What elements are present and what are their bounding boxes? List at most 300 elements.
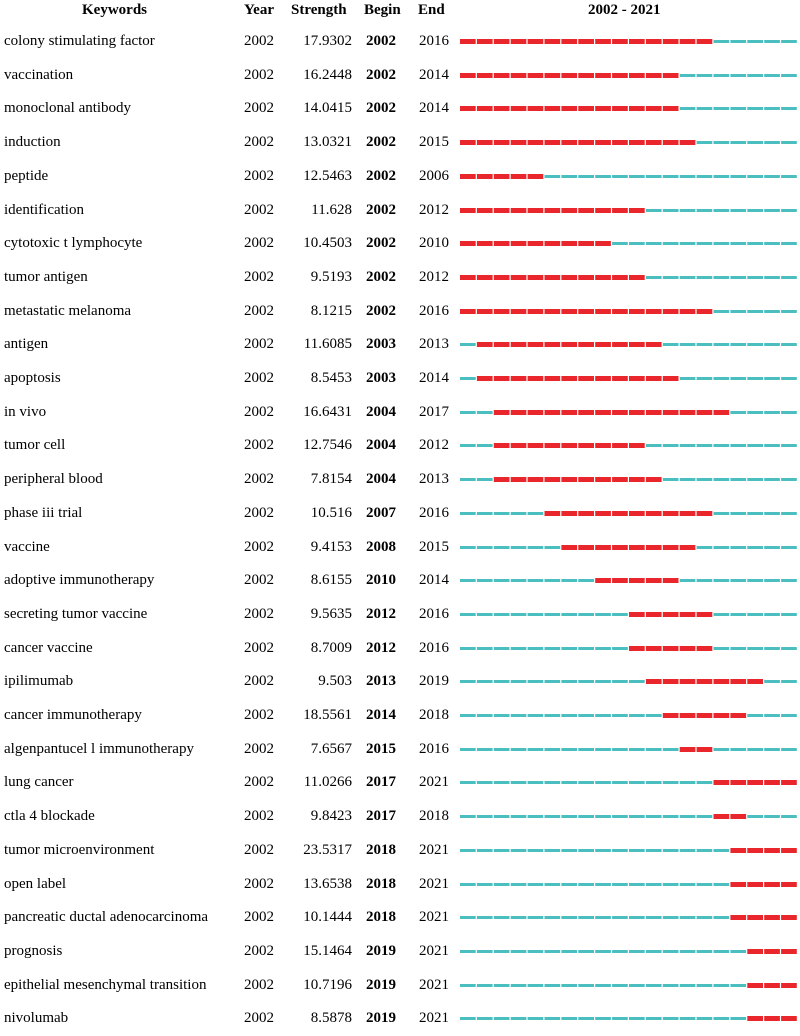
keyword-label: ctla 4 blockade xyxy=(4,808,95,825)
year-value: 2002 xyxy=(244,673,274,690)
burst-segment xyxy=(646,612,662,617)
table-row xyxy=(0,598,800,632)
baseline-segment xyxy=(477,1017,493,1020)
burst-timeline xyxy=(460,812,800,822)
baseline-segment xyxy=(730,377,746,380)
keyword-label: tumor microenvironment xyxy=(4,841,155,858)
keyword-label: algenpantucel l immunotherapy xyxy=(4,740,194,757)
strength-value: 15.1464 xyxy=(303,942,352,959)
year-value: 2002 xyxy=(244,302,274,319)
baseline-segment xyxy=(629,883,645,886)
baseline-segment xyxy=(781,377,797,380)
baseline-segment xyxy=(714,1017,730,1020)
baseline-segment xyxy=(714,748,730,751)
burst-timeline xyxy=(460,37,800,47)
begin-value: 2013 xyxy=(366,673,396,690)
burst-segment xyxy=(511,241,527,246)
year-value: 2002 xyxy=(244,639,274,656)
baseline-segment xyxy=(460,748,476,751)
baseline-segment xyxy=(629,714,645,717)
burst-segment xyxy=(460,140,476,145)
baseline-segment xyxy=(697,1017,713,1020)
baseline-segment xyxy=(680,276,696,279)
burst-segment xyxy=(714,410,730,415)
burst-segment xyxy=(595,275,611,280)
burst-segment xyxy=(680,679,696,684)
burst-segment xyxy=(561,73,577,78)
burst-segment xyxy=(477,106,493,111)
keyword-label: apoptosis xyxy=(4,370,61,386)
keyword-label: pancreatic ductal adenocarcinoma xyxy=(4,909,209,926)
burst-segment xyxy=(663,713,679,718)
baseline-segment xyxy=(545,1017,561,1020)
burst-segment xyxy=(511,309,527,314)
begin-value: 2002 xyxy=(366,235,396,252)
baseline-segment xyxy=(460,916,476,919)
baseline-segment xyxy=(747,478,763,481)
strength-value: 11.0266 xyxy=(303,774,352,791)
burst-segment xyxy=(494,477,510,482)
burst-segment xyxy=(730,679,746,684)
baseline-segment xyxy=(612,748,628,751)
baseline-segment xyxy=(697,984,713,987)
burst-segment xyxy=(764,1016,780,1021)
burst-timeline xyxy=(460,778,800,788)
strength-value: 11.628 xyxy=(311,201,352,218)
burst-segment xyxy=(578,106,594,111)
baseline-segment xyxy=(764,478,780,481)
burst-segment xyxy=(494,376,510,381)
baseline-segment xyxy=(680,579,696,582)
begin-value: 2018 xyxy=(366,875,396,892)
baseline-segment xyxy=(545,680,561,683)
baseline-segment xyxy=(663,276,679,279)
burst-segment xyxy=(511,342,527,347)
baseline-segment xyxy=(460,478,476,481)
burst-segment xyxy=(663,106,679,111)
burst-segment xyxy=(477,140,493,145)
baseline-segment xyxy=(714,276,730,279)
burst-segment xyxy=(494,174,510,179)
baseline-segment xyxy=(781,141,797,144)
baseline-segment xyxy=(764,310,780,313)
burst-segment xyxy=(511,39,527,44)
strength-value: 7.6567 xyxy=(310,740,352,757)
begin-value: 2015 xyxy=(366,740,396,757)
table-row xyxy=(0,497,800,531)
burst-segment xyxy=(612,106,628,111)
baseline-segment xyxy=(663,209,679,212)
baseline-segment xyxy=(561,883,577,886)
table-row xyxy=(0,429,800,463)
strength-value: 16.6431 xyxy=(303,403,352,420)
baseline-segment xyxy=(781,343,797,346)
burst-segment xyxy=(561,309,577,314)
baseline-segment xyxy=(561,613,577,616)
baseline-segment xyxy=(764,242,780,245)
keyword-label: adoptive immunotherapy xyxy=(4,572,155,589)
burst-segment xyxy=(612,275,628,280)
burst-timeline xyxy=(460,475,800,485)
burst-timeline xyxy=(460,340,800,350)
baseline-segment xyxy=(747,546,763,549)
strength-value: 14.0415 xyxy=(303,100,352,117)
burst-segment xyxy=(781,915,797,920)
strength-value: 10.7196 xyxy=(303,976,352,993)
baseline-segment xyxy=(764,714,780,717)
baseline-segment xyxy=(714,107,730,110)
year-value: 2002 xyxy=(244,1010,274,1027)
baseline-segment xyxy=(646,748,662,751)
baseline-segment xyxy=(747,579,763,582)
table-row xyxy=(0,59,800,93)
strength-value: 12.5463 xyxy=(303,167,352,184)
burst-segment xyxy=(578,376,594,381)
burst-segment xyxy=(781,949,797,954)
baseline-segment xyxy=(764,444,780,447)
burst-segment xyxy=(545,106,561,111)
baseline-segment xyxy=(714,310,730,313)
burst-segment xyxy=(528,376,544,381)
begin-value: 2002 xyxy=(366,100,396,117)
baseline-segment xyxy=(528,984,544,987)
baseline-segment xyxy=(595,849,611,852)
baseline-segment xyxy=(781,209,797,212)
burst-segment xyxy=(578,477,594,482)
baseline-segment xyxy=(511,613,527,616)
end-value: 2018 xyxy=(419,707,449,723)
baseline-segment xyxy=(477,815,493,818)
baseline-segment xyxy=(477,411,493,414)
baseline-segment xyxy=(714,916,730,919)
year-value: 2002 xyxy=(244,370,274,386)
baseline-segment xyxy=(646,849,662,852)
keyword-label: monoclonal antibody xyxy=(4,100,132,117)
burst-timeline xyxy=(460,947,800,957)
burst-segment xyxy=(781,1016,797,1021)
baseline-segment xyxy=(494,916,510,919)
end-value: 2021 xyxy=(419,774,449,791)
strength-value: 9.503 xyxy=(318,673,352,690)
burst-segment xyxy=(545,241,561,246)
begin-value: 2010 xyxy=(366,572,396,589)
burst-segment xyxy=(578,342,594,347)
keyword-label: phase iii trial xyxy=(4,504,83,521)
burst-segment xyxy=(612,208,628,213)
baseline-segment xyxy=(578,647,594,650)
baseline-segment xyxy=(511,546,527,549)
burst-timeline xyxy=(460,206,800,216)
burst-segment xyxy=(545,477,561,482)
baseline-segment xyxy=(697,781,713,784)
burst-segment xyxy=(528,140,544,145)
burst-segment xyxy=(460,208,476,213)
strength-value: 8.1215 xyxy=(310,302,352,319)
burst-segment xyxy=(663,679,679,684)
burst-segment xyxy=(663,140,679,145)
burst-timeline xyxy=(460,677,800,687)
end-value: 2016 xyxy=(419,639,449,656)
burst-segment xyxy=(612,342,628,347)
burst-segment xyxy=(494,410,510,415)
burst-timeline xyxy=(460,543,800,553)
keyword-label: vaccination xyxy=(4,66,74,83)
baseline-segment xyxy=(477,950,493,953)
baseline-segment xyxy=(747,74,763,77)
baseline-segment xyxy=(646,209,662,212)
burst-timeline xyxy=(460,307,800,317)
baseline-segment xyxy=(714,175,730,178)
baseline-segment xyxy=(764,647,780,650)
keyword-label: nivolumab xyxy=(4,1010,69,1027)
baseline-segment xyxy=(646,781,662,784)
header-end: End xyxy=(418,2,445,18)
baseline-segment xyxy=(714,74,730,77)
burst-segment xyxy=(629,73,645,78)
burst-segment xyxy=(680,410,696,415)
table-row xyxy=(0,733,800,767)
burst-segment xyxy=(578,309,594,314)
baseline-segment xyxy=(781,107,797,110)
baseline-segment xyxy=(545,849,561,852)
baseline-segment xyxy=(697,175,713,178)
baseline-segment xyxy=(764,343,780,346)
baseline-segment xyxy=(730,748,746,751)
baseline-segment xyxy=(528,613,544,616)
baseline-segment xyxy=(680,175,696,178)
burst-segment xyxy=(595,578,611,583)
burst-timeline xyxy=(460,610,800,620)
burst-segment xyxy=(714,814,730,819)
baseline-segment xyxy=(714,883,730,886)
baseline-segment xyxy=(578,613,594,616)
baseline-segment xyxy=(747,815,763,818)
baseline-segment xyxy=(578,950,594,953)
baseline-segment xyxy=(460,444,476,447)
burst-segment xyxy=(595,140,611,145)
burst-segment xyxy=(730,848,746,853)
begin-value: 2019 xyxy=(366,942,396,959)
burst-segment xyxy=(781,780,797,785)
begin-value: 2017 xyxy=(366,774,396,791)
baseline-segment xyxy=(680,1017,696,1020)
baseline-segment xyxy=(646,883,662,886)
baseline-segment xyxy=(730,444,746,447)
baseline-segment xyxy=(697,579,713,582)
baseline-segment xyxy=(578,175,594,178)
baseline-segment xyxy=(494,714,510,717)
baseline-segment xyxy=(612,242,628,245)
end-value: 2016 xyxy=(419,504,449,521)
baseline-segment xyxy=(781,714,797,717)
burst-segment xyxy=(781,983,797,988)
baseline-segment xyxy=(595,1017,611,1020)
baseline-segment xyxy=(697,849,713,852)
year-value: 2002 xyxy=(244,66,274,83)
keyword-label: tumor cell xyxy=(4,437,66,454)
burst-segment xyxy=(629,511,645,516)
end-value: 2015 xyxy=(419,134,449,151)
burst-segment xyxy=(494,106,510,111)
year-value: 2002 xyxy=(244,976,274,993)
begin-value: 2019 xyxy=(366,976,396,993)
baseline-segment xyxy=(595,984,611,987)
keyword-label: cytotoxic t lymphocyte xyxy=(4,235,143,252)
baseline-segment xyxy=(612,680,628,683)
baseline-segment xyxy=(680,377,696,380)
begin-value: 2012 xyxy=(366,639,396,656)
baseline-segment xyxy=(477,714,493,717)
burst-timeline xyxy=(460,441,800,451)
baseline-segment xyxy=(460,613,476,616)
baseline-segment xyxy=(460,512,476,515)
baseline-segment xyxy=(578,748,594,751)
end-value: 2012 xyxy=(419,437,449,454)
strength-value: 16.2448 xyxy=(303,66,352,83)
baseline-segment xyxy=(494,1017,510,1020)
baseline-segment xyxy=(747,613,763,616)
baseline-segment xyxy=(595,613,611,616)
baseline-segment xyxy=(477,883,493,886)
keyword-label: cancer immunotherapy xyxy=(4,707,142,723)
year-value: 2002 xyxy=(244,167,274,184)
burst-segment xyxy=(494,39,510,44)
strength-value: 13.0321 xyxy=(303,134,352,151)
baseline-segment xyxy=(460,1017,476,1020)
baseline-segment xyxy=(612,883,628,886)
burst-segment xyxy=(460,241,476,246)
year-value: 2002 xyxy=(244,403,274,420)
burst-segment xyxy=(697,410,713,415)
baseline-segment xyxy=(460,411,476,414)
strength-value: 17.9302 xyxy=(303,33,352,49)
burst-segment xyxy=(578,39,594,44)
baseline-segment xyxy=(730,1017,746,1020)
end-value: 2015 xyxy=(419,538,449,555)
baseline-segment xyxy=(747,343,763,346)
burst-segment xyxy=(561,241,577,246)
strength-value: 12.7546 xyxy=(303,437,352,454)
table-row xyxy=(0,328,800,362)
burst-timeline xyxy=(460,981,800,991)
burst-segment xyxy=(561,511,577,516)
strength-value: 11.6085 xyxy=(303,336,352,353)
baseline-segment xyxy=(730,950,746,953)
keyword-label: open label xyxy=(4,875,67,892)
baseline-segment xyxy=(680,107,696,110)
baseline-segment xyxy=(528,680,544,683)
keyword-label: peripheral blood xyxy=(4,471,103,488)
table-row xyxy=(0,766,800,800)
baseline-segment xyxy=(511,1017,527,1020)
baseline-segment xyxy=(460,343,476,346)
begin-value: 2008 xyxy=(366,538,396,555)
burst-segment xyxy=(612,578,628,583)
burst-segment xyxy=(578,208,594,213)
header-strength: Strength xyxy=(291,2,347,18)
burst-segment xyxy=(646,106,662,111)
table-row xyxy=(0,564,800,598)
burst-segment xyxy=(612,477,628,482)
year-value: 2002 xyxy=(244,707,274,723)
baseline-segment xyxy=(730,74,746,77)
baseline-segment xyxy=(697,546,713,549)
year-value: 2002 xyxy=(244,336,274,353)
keyword-label: epithelial mesenchymal transition xyxy=(4,976,207,993)
baseline-segment xyxy=(781,175,797,178)
baseline-segment xyxy=(781,748,797,751)
burst-segment xyxy=(646,309,662,314)
baseline-segment xyxy=(528,546,544,549)
burst-segment xyxy=(629,208,645,213)
strength-value: 18.5561 xyxy=(303,707,352,723)
baseline-segment xyxy=(494,781,510,784)
baseline-segment xyxy=(528,883,544,886)
baseline-segment xyxy=(545,647,561,650)
strength-value: 9.8423 xyxy=(310,808,352,825)
end-value: 2014 xyxy=(419,66,449,83)
table-row xyxy=(0,800,800,834)
burst-segment xyxy=(680,309,696,314)
baseline-segment xyxy=(561,647,577,650)
burst-segment xyxy=(595,106,611,111)
baseline-segment xyxy=(747,444,763,447)
baseline-segment xyxy=(595,680,611,683)
burst-segment xyxy=(545,208,561,213)
burst-segment xyxy=(578,410,594,415)
baseline-segment xyxy=(494,815,510,818)
baseline-segment xyxy=(764,546,780,549)
baseline-segment xyxy=(545,546,561,549)
baseline-segment xyxy=(494,950,510,953)
burst-segment xyxy=(477,309,493,314)
keyword-label: lung cancer xyxy=(4,774,74,791)
baseline-segment xyxy=(494,680,510,683)
baseline-segment xyxy=(781,647,797,650)
baseline-segment xyxy=(714,343,730,346)
table-row xyxy=(0,261,800,295)
burst-segment xyxy=(595,342,611,347)
baseline-segment xyxy=(730,512,746,515)
baseline-segment xyxy=(697,815,713,818)
burst-segment xyxy=(781,882,797,887)
baseline-segment xyxy=(764,209,780,212)
burst-segment xyxy=(578,511,594,516)
burst-segment xyxy=(680,140,696,145)
strength-value: 8.5878 xyxy=(310,1010,352,1027)
begin-value: 2007 xyxy=(366,504,396,521)
table-row xyxy=(0,362,800,396)
baseline-segment xyxy=(680,242,696,245)
baseline-segment xyxy=(460,680,476,683)
burst-segment xyxy=(460,174,476,179)
burst-timeline xyxy=(460,509,800,519)
burst-segment xyxy=(680,646,696,651)
burst-segment xyxy=(561,410,577,415)
baseline-segment xyxy=(730,209,746,212)
burst-segment xyxy=(730,780,746,785)
burst-segment xyxy=(595,309,611,314)
table-row xyxy=(0,901,800,935)
baseline-segment xyxy=(561,748,577,751)
burst-segment xyxy=(477,73,493,78)
begin-value: 2002 xyxy=(366,167,396,184)
table-row xyxy=(0,1002,800,1036)
keyword-label: colony stimulating factor xyxy=(4,33,155,49)
baseline-segment xyxy=(511,916,527,919)
burst-segment xyxy=(545,342,561,347)
baseline-segment xyxy=(714,613,730,616)
